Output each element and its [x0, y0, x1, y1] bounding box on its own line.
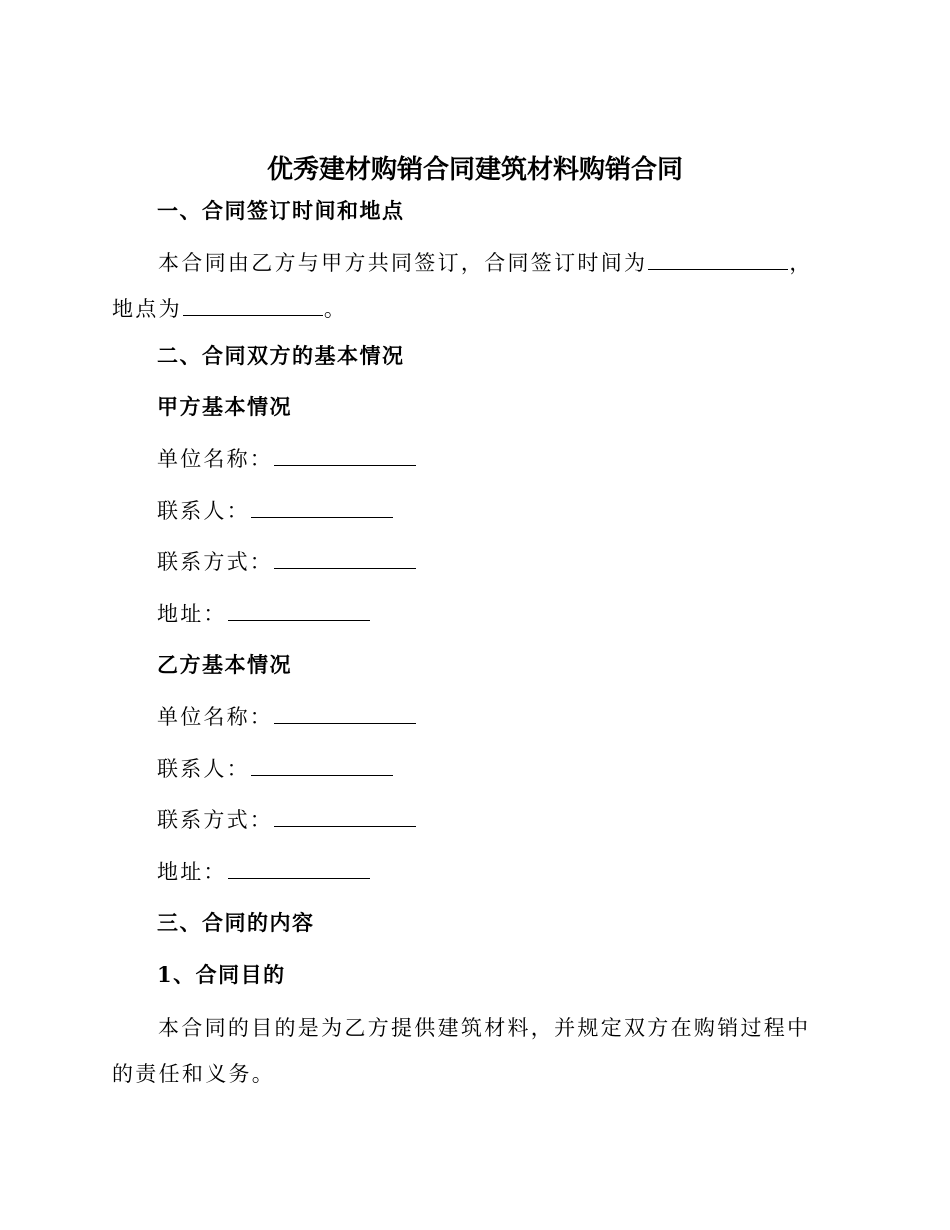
party-a-heading: 甲方基本情况 — [157, 394, 292, 419]
section3-heading: 三、合同的内容 — [157, 910, 315, 935]
party-a-contact-method-blank — [274, 548, 416, 569]
section3-sub1-heading: 1、合同目的 — [157, 962, 286, 987]
section1-text-part3: 。 — [323, 297, 348, 321]
section1-text-part2: ，地点为 — [112, 251, 813, 321]
party-a-contact-method — [157, 547, 417, 577]
party-a-contact-person — [157, 496, 394, 526]
party-b-unit-name-label: 单位名称： — [157, 705, 273, 729]
party-b-address-blank — [228, 858, 370, 879]
section1-paragraph — [112, 240, 832, 332]
document-title: 优秀建材购销合同建筑材料购销合同 — [266, 155, 683, 185]
section2-heading: 二、合同双方的基本情况 — [157, 343, 405, 368]
party-a-contact-person-blank — [251, 497, 393, 518]
section1-text-part1: 本合同由乙方与甲方共同签订，合同签订时间为 — [158, 251, 648, 275]
party-b-contact-person-blank — [251, 755, 393, 776]
party-a-address-label: 地址： — [157, 602, 227, 626]
party-a-address — [157, 599, 371, 629]
party-a-contact-method-label: 联系方式： — [157, 550, 273, 574]
party-b-contact-person-label: 联系人： — [157, 757, 250, 781]
party-b-contact-method-blank — [274, 806, 416, 827]
sign-time-blank — [648, 249, 788, 270]
party-b-address — [157, 857, 371, 887]
party-b-unit-name — [157, 702, 417, 732]
party-a-unit-name-blank — [274, 445, 416, 466]
sign-place-blank — [183, 295, 323, 316]
party-b-contact-method — [157, 805, 417, 835]
party-b-heading: 乙方基本情况 — [157, 652, 292, 677]
section1-heading: 一、合同签订时间和地点 — [157, 198, 405, 223]
party-a-address-blank — [228, 600, 370, 621]
party-a-unit-name — [157, 444, 417, 474]
party-b-address-label: 地址： — [157, 860, 227, 884]
party-b-unit-name-blank — [274, 703, 416, 724]
party-b-contact-person — [157, 754, 394, 784]
party-b-contact-method-label: 联系方式： — [157, 808, 273, 832]
party-a-unit-name-label: 单位名称： — [157, 447, 273, 471]
party-a-contact-person-label: 联系人： — [157, 499, 250, 523]
section3-sub1-paragraph: 本合同的目的是为乙方提供建筑材料，并规定双方在购销过程中的责任和义务。 — [112, 1016, 811, 1086]
